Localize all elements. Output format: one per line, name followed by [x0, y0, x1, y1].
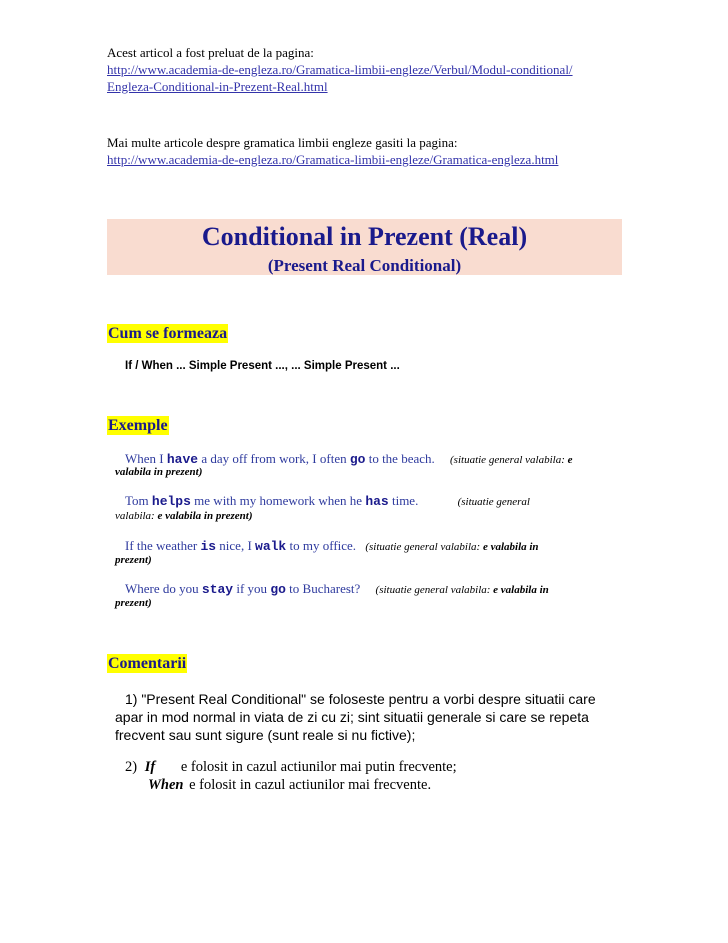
example-verb: go	[270, 582, 286, 597]
page-title: Conditional in Prezent (Real)	[201, 222, 528, 251]
example-1-note-cont: valabila in prezent)	[115, 466, 203, 478]
examples-heading: Exemple	[108, 417, 168, 434]
comment-text: e folosit in cazul actiunilor mai frecvente.	[189, 777, 432, 793]
source-link-line2[interactable]: Engleza-Conditional-in-Prezent-Real.html	[107, 79, 328, 94]
example-text: If the weather	[125, 538, 201, 553]
example-verb: stay	[201, 582, 234, 597]
example-text: if you	[233, 581, 271, 596]
example-2	[125, 492, 530, 511]
example-verb: is	[200, 539, 217, 554]
page-subtitle: (Present Real Conditional)	[267, 256, 462, 275]
comment-number: 2)	[125, 759, 138, 775]
example-text: to Bucharest?	[285, 581, 361, 596]
comment-1-line1: 1) "Present Real Conditional" se foloseste pentru a vorbi despre situatii care	[125, 691, 596, 707]
source-text: Acest articol a fost preluat de la pagina:	[107, 45, 314, 60]
example-note: (situatie general valabila: e valabila in	[365, 541, 539, 553]
example-text: Where do you	[125, 581, 202, 596]
example-note: (situatie general	[457, 496, 530, 508]
example-3-note-cont: prezent)	[115, 554, 152, 566]
example-verb: helps	[151, 494, 191, 509]
example-2-note-cont: valabila: e valabila in prezent)	[115, 510, 253, 522]
comment-1-line2: apar in mod normal in viata de zi cu zi; sint situatii generale si care se repeta	[115, 709, 589, 725]
comments-heading: Comentarii	[108, 655, 187, 672]
example-note: (situatie general valabila: e	[450, 454, 573, 466]
example-verb: walk	[255, 539, 287, 554]
example-3	[125, 537, 539, 556]
comment-2-line1	[125, 758, 457, 776]
example-4-note-cont: prezent)	[115, 597, 152, 609]
example-text: nice, I	[216, 538, 256, 553]
comment-2-line2	[148, 776, 431, 794]
comment-keyword: When	[148, 777, 184, 793]
source-link-line1[interactable]: http://www.academia-de-engleza.ro/Gramatica-limbii-engleze/Verbul/Modul-conditional/	[107, 62, 573, 77]
example-verb: has	[365, 494, 389, 509]
more-articles-link[interactable]: http://www.academia-de-engleza.ro/Gramatica-limbii-engleze/Gramatica-engleza.html	[107, 152, 559, 167]
example-text: a day off from work, I often	[198, 451, 350, 466]
example-text: me with my homework when he	[190, 493, 366, 508]
example-text: Tom	[125, 493, 152, 508]
comment-text: e folosit in cazul actiunilor mai putin frecvente;	[180, 759, 457, 775]
example-text: time.	[388, 493, 419, 508]
formation-heading: Cum se formeaza	[108, 325, 228, 342]
example-text: to the beach.	[365, 451, 435, 466]
more-articles-text: Mai multe articole despre gramatica limbii engleze gasiti la pagina:	[107, 135, 458, 150]
example-verb: have	[166, 452, 199, 467]
comment-1-line3: frecvent sau sunt sigure (sunt reale si nu fictive);	[115, 727, 416, 743]
example-note: (situatie general valabila: e valabila in	[375, 584, 549, 596]
formation-formula: If / When ... Simple Present ..., ... Simple Present ...	[125, 360, 400, 372]
comment-keyword: If	[144, 759, 156, 775]
example-text: When I	[125, 451, 167, 466]
example-verb: go	[349, 452, 366, 467]
example-4	[125, 580, 549, 599]
example-text: to my office.	[286, 538, 357, 553]
